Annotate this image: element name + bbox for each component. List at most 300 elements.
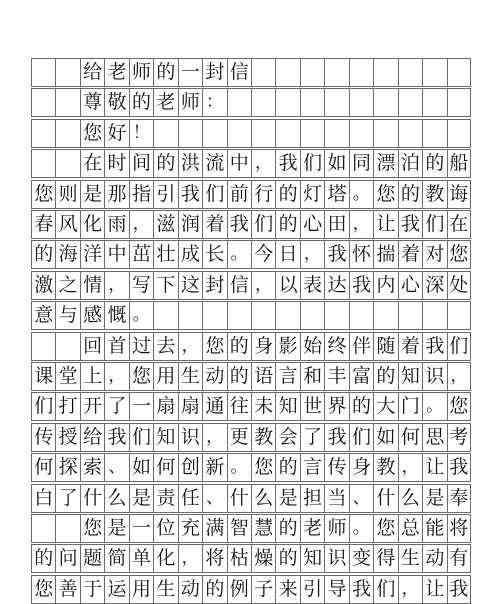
grid-cell: 日 bbox=[275, 241, 299, 268]
grid-cell: 何 bbox=[31, 454, 55, 481]
grid-cell: 担 bbox=[300, 485, 324, 512]
grid-cell: 引 bbox=[300, 576, 324, 603]
grid-cell: 创 bbox=[178, 454, 202, 481]
grid-cell: 们 bbox=[129, 424, 153, 451]
grid-cell: 意 bbox=[31, 302, 55, 329]
grid-cell: ， bbox=[129, 211, 153, 238]
grid-cell: 则 bbox=[55, 181, 79, 208]
grid-cell: 漂 bbox=[373, 150, 397, 177]
grid-cell: 。 bbox=[227, 454, 251, 481]
grid-cell bbox=[202, 120, 226, 147]
grid-cell: 以 bbox=[275, 272, 299, 299]
grid-cell: 这 bbox=[178, 272, 202, 299]
grid-cell: 封 bbox=[202, 272, 226, 299]
grid-cell: 师 bbox=[324, 515, 348, 542]
grid-cell: 什 bbox=[373, 485, 397, 512]
grid-cell bbox=[31, 89, 55, 116]
grid-cell: 那 bbox=[104, 181, 128, 208]
grid-cell: 位 bbox=[153, 515, 177, 542]
grid-cell: ， bbox=[202, 424, 226, 451]
grid-cell: 慧 bbox=[251, 515, 275, 542]
grid-cell: 我 bbox=[324, 241, 348, 268]
grid-cell: 。 bbox=[349, 181, 373, 208]
grid-cell: 始 bbox=[300, 333, 324, 360]
grid-cell: 是 bbox=[80, 181, 104, 208]
grid-cell: 于 bbox=[80, 576, 104, 603]
grid-cell: 题 bbox=[80, 545, 104, 572]
text-row bbox=[31, 453, 471, 482]
grid-cell: 下 bbox=[153, 272, 177, 299]
grid-cell: 灯 bbox=[300, 181, 324, 208]
grid-cell: 洋 bbox=[80, 241, 104, 268]
grid-cell: 简 bbox=[104, 545, 128, 572]
grid-cell: 打 bbox=[55, 393, 79, 420]
grid-cell bbox=[31, 150, 55, 177]
grid-cell: 的 bbox=[227, 363, 251, 390]
grid-cell bbox=[373, 302, 397, 329]
grid-cell bbox=[398, 302, 422, 329]
grid-cell bbox=[55, 333, 79, 360]
text-row bbox=[31, 88, 471, 117]
grid-cell bbox=[398, 120, 422, 147]
grid-cell: 您 bbox=[373, 181, 397, 208]
grid-cell: 何 bbox=[398, 424, 422, 451]
grid-cell: 们 bbox=[422, 211, 446, 238]
grid-cell: 将 bbox=[202, 545, 226, 572]
text-row bbox=[31, 423, 471, 452]
text-row bbox=[31, 240, 471, 269]
grid-cell: 润 bbox=[178, 211, 202, 238]
grid-cell: 行 bbox=[251, 181, 275, 208]
grid-cell: 让 bbox=[422, 576, 446, 603]
grid-cell: 风 bbox=[55, 211, 79, 238]
grid-cell: 生 bbox=[178, 363, 202, 390]
grid-cell bbox=[324, 302, 348, 329]
grid-cell bbox=[251, 120, 275, 147]
grid-cell: 田 bbox=[324, 211, 348, 238]
grid-cell: 言 bbox=[300, 454, 324, 481]
grid-cell: 什 bbox=[80, 485, 104, 512]
grid-cell: 一 bbox=[129, 515, 153, 542]
grid-cell: 首 bbox=[104, 333, 128, 360]
text-row bbox=[31, 119, 471, 148]
grid-cell: 探 bbox=[55, 454, 79, 481]
grid-cell: 善 bbox=[55, 576, 79, 603]
grid-cell: 塔 bbox=[324, 181, 348, 208]
grid-cell: 去 bbox=[153, 333, 177, 360]
grid-cell: 写 bbox=[129, 272, 153, 299]
grid-cell: 动 bbox=[178, 576, 202, 603]
grid-cell: 信 bbox=[227, 59, 251, 86]
grid-cell: 我 bbox=[398, 211, 422, 238]
grid-cell: 的 bbox=[153, 59, 177, 86]
grid-cell bbox=[349, 302, 373, 329]
grid-cell: 教 bbox=[422, 181, 446, 208]
grid-cell: 敬 bbox=[104, 89, 128, 116]
grid-cell: 引 bbox=[153, 181, 177, 208]
grid-cell: 感 bbox=[80, 302, 104, 329]
grid-cell bbox=[275, 89, 299, 116]
grid-cell: 索 bbox=[80, 454, 104, 481]
grid-cell: 一 bbox=[178, 59, 202, 86]
grid-cell: 前 bbox=[227, 181, 251, 208]
grid-cell: 生 bbox=[398, 545, 422, 572]
grid-cell: 们 bbox=[31, 393, 55, 420]
grid-cell: ， bbox=[251, 150, 275, 177]
grid-cell: 们 bbox=[202, 181, 226, 208]
grid-cell: 您 bbox=[31, 576, 55, 603]
grid-cell: 达 bbox=[324, 272, 348, 299]
grid-cell: 诲 bbox=[447, 181, 471, 208]
grid-cell: 是 bbox=[104, 515, 128, 542]
grid-cell: 我 bbox=[275, 150, 299, 177]
grid-cell: 堂 bbox=[55, 363, 79, 390]
grid-cell: 单 bbox=[129, 545, 153, 572]
grid-cell bbox=[227, 120, 251, 147]
grid-cell: 您 bbox=[80, 515, 104, 542]
grid-cell: 您 bbox=[251, 454, 275, 481]
grid-cell: 雨 bbox=[104, 211, 128, 238]
text-row bbox=[31, 544, 471, 573]
grid-cell: 课 bbox=[31, 363, 55, 390]
grid-cell: 您 bbox=[447, 241, 471, 268]
grid-cell: 语 bbox=[251, 363, 275, 390]
grid-cell: 大 bbox=[373, 393, 397, 420]
grid-cell: 我 bbox=[422, 333, 446, 360]
grid-cell: 识 bbox=[422, 363, 446, 390]
grid-cell: ， bbox=[178, 545, 202, 572]
grid-cell: 的 bbox=[422, 150, 446, 177]
grid-cell: ： bbox=[202, 89, 226, 116]
grid-cell: 满 bbox=[202, 515, 226, 542]
grid-cell: 什 bbox=[227, 485, 251, 512]
grid-cell bbox=[55, 150, 79, 177]
grid-cell: 。 bbox=[129, 302, 153, 329]
grid-cell: 的 bbox=[349, 393, 373, 420]
grid-cell: 好 bbox=[104, 120, 128, 147]
text-row bbox=[31, 180, 471, 209]
grid-cell: 着 bbox=[202, 211, 226, 238]
text-row bbox=[31, 484, 471, 513]
grid-cell: 激 bbox=[31, 272, 55, 299]
grid-cell: 的 bbox=[275, 545, 299, 572]
grid-cell: 今 bbox=[251, 241, 275, 268]
grid-cell: 识 bbox=[178, 424, 202, 451]
grid-cell bbox=[422, 120, 446, 147]
grid-cell bbox=[275, 302, 299, 329]
grid-cell: 在 bbox=[80, 150, 104, 177]
grid-cell bbox=[422, 302, 446, 329]
grid-cell: 总 bbox=[398, 515, 422, 542]
grid-cell: 信 bbox=[227, 272, 251, 299]
grid-cell: 对 bbox=[422, 241, 446, 268]
grid-cell: 老 bbox=[153, 89, 177, 116]
grid-cell: 您 bbox=[31, 181, 55, 208]
grid-cell: 么 bbox=[104, 485, 128, 512]
grid-cell: 枯 bbox=[227, 545, 251, 572]
grid-cell: 子 bbox=[251, 576, 275, 603]
grid-cell bbox=[447, 89, 471, 116]
grid-cell: 如 bbox=[324, 150, 348, 177]
grid-cell: 动 bbox=[202, 363, 226, 390]
grid-cell: 茁 bbox=[129, 241, 153, 268]
grid-cell: 着 bbox=[398, 241, 422, 268]
grid-cell: 的 bbox=[275, 211, 299, 238]
text-row bbox=[31, 362, 471, 391]
grid-cell: 奉 bbox=[447, 485, 471, 512]
grid-cell: 责 bbox=[153, 485, 177, 512]
grid-cell: 来 bbox=[275, 576, 299, 603]
grid-cell bbox=[300, 120, 324, 147]
grid-cell: 情 bbox=[80, 272, 104, 299]
grid-cell: 知 bbox=[398, 363, 422, 390]
grid-cell: 您 bbox=[373, 515, 397, 542]
grid-cell bbox=[178, 302, 202, 329]
grid-cell: 新 bbox=[202, 454, 226, 481]
text-row bbox=[31, 514, 471, 543]
grid-cell: 扇 bbox=[178, 393, 202, 420]
grid-cell: 何 bbox=[153, 454, 177, 481]
grid-cell: 春 bbox=[31, 211, 55, 238]
grid-cell: 运 bbox=[104, 576, 128, 603]
grid-cell: 和 bbox=[300, 363, 324, 390]
grid-cell: 在 bbox=[447, 211, 471, 238]
grid-cell: 的 bbox=[275, 515, 299, 542]
grid-cell: 我 bbox=[104, 424, 128, 451]
grid-cell bbox=[251, 59, 275, 86]
grid-cell: ， bbox=[300, 241, 324, 268]
grid-cell bbox=[447, 120, 471, 147]
grid-cell: 授 bbox=[55, 424, 79, 451]
grid-cell: 间 bbox=[129, 150, 153, 177]
grid-cell: 考 bbox=[447, 424, 471, 451]
grid-cell: 用 bbox=[153, 363, 177, 390]
grid-cell bbox=[398, 89, 422, 116]
grid-cell: 随 bbox=[373, 333, 397, 360]
grid-cell: 当 bbox=[324, 485, 348, 512]
grid-cell: ， bbox=[104, 363, 128, 390]
grid-cell: 么 bbox=[251, 485, 275, 512]
grid-cell bbox=[324, 89, 348, 116]
grid-cell: 指 bbox=[129, 181, 153, 208]
grid-cell: 回 bbox=[80, 333, 104, 360]
grid-cell bbox=[300, 89, 324, 116]
grid-cell: 变 bbox=[349, 545, 373, 572]
grid-cell: 知 bbox=[153, 424, 177, 451]
grid-cell: 门 bbox=[398, 393, 422, 420]
grid-cell bbox=[275, 59, 299, 86]
grid-cell: 们 bbox=[447, 333, 471, 360]
grid-cell: 充 bbox=[178, 515, 202, 542]
grid-cell: 。 bbox=[227, 241, 251, 268]
grid-cell: 之 bbox=[55, 272, 79, 299]
grid-cell: 泊 bbox=[398, 150, 422, 177]
grid-cell: 知 bbox=[275, 393, 299, 420]
grid-cell bbox=[31, 333, 55, 360]
grid-cell: 中 bbox=[104, 241, 128, 268]
grid-cell bbox=[227, 89, 251, 116]
grid-cell bbox=[55, 59, 79, 86]
grid-cell: 海 bbox=[55, 241, 79, 268]
grid-cell: 传 bbox=[31, 424, 55, 451]
grid-cell: 。 bbox=[422, 393, 446, 420]
grid-cell: 一 bbox=[129, 393, 153, 420]
grid-cell: 壮 bbox=[153, 241, 177, 268]
grid-cell: 让 bbox=[373, 211, 397, 238]
grid-cell bbox=[422, 89, 446, 116]
grid-cell: 们 bbox=[373, 576, 397, 603]
grid-cell: 了 bbox=[104, 393, 128, 420]
grid-cell: 洪 bbox=[178, 150, 202, 177]
grid-cell: 动 bbox=[422, 545, 446, 572]
grid-cell: 教 bbox=[373, 454, 397, 481]
grid-cell bbox=[55, 515, 79, 542]
grid-cell: 我 bbox=[447, 454, 471, 481]
grid-cell: 滋 bbox=[153, 211, 177, 238]
grid-cell: 将 bbox=[447, 515, 471, 542]
text-row bbox=[31, 392, 471, 421]
grid-cell: 您 bbox=[447, 393, 471, 420]
grid-cell: 有 bbox=[447, 545, 471, 572]
grid-cell bbox=[324, 120, 348, 147]
grid-cell bbox=[202, 302, 226, 329]
grid-cell: 的 bbox=[275, 454, 299, 481]
grid-cell: 师 bbox=[178, 89, 202, 116]
grid-cell bbox=[55, 89, 79, 116]
grid-cell bbox=[324, 59, 348, 86]
grid-cell: 与 bbox=[55, 302, 79, 329]
grid-cell bbox=[349, 120, 373, 147]
grid-cell bbox=[153, 302, 177, 329]
grid-cell: 流 bbox=[202, 150, 226, 177]
grid-cell: 老 bbox=[104, 59, 128, 86]
grid-cell: 。 bbox=[349, 515, 373, 542]
grid-cell: 言 bbox=[275, 363, 299, 390]
grid-cell: 封 bbox=[202, 59, 226, 86]
grid-cell: 我 bbox=[178, 181, 202, 208]
grid-cell bbox=[31, 515, 55, 542]
grid-cell: 影 bbox=[275, 333, 299, 360]
grid-cell: 们 bbox=[300, 150, 324, 177]
grid-cell: ， bbox=[251, 272, 275, 299]
grid-cell: ， bbox=[398, 576, 422, 603]
grid-cell: ， bbox=[104, 272, 128, 299]
grid-cell bbox=[373, 89, 397, 116]
grid-cell bbox=[422, 59, 446, 86]
grid-cell: 成 bbox=[178, 241, 202, 268]
grid-cell: 的 bbox=[227, 333, 251, 360]
grid-cell: 我 bbox=[227, 211, 251, 238]
grid-cell: 燥 bbox=[251, 545, 275, 572]
grid-cell bbox=[227, 302, 251, 329]
grid-cell: 、 bbox=[349, 485, 373, 512]
grid-cell: 教 bbox=[251, 424, 275, 451]
grid-cell: 长 bbox=[202, 241, 226, 268]
grid-cell: 了 bbox=[55, 485, 79, 512]
grid-cell: 导 bbox=[324, 576, 348, 603]
grid-cell bbox=[275, 120, 299, 147]
grid-cell: 识 bbox=[324, 545, 348, 572]
grid-cell: ， bbox=[398, 454, 422, 481]
grid-cell: 是 bbox=[422, 485, 446, 512]
grid-cell: 处 bbox=[447, 272, 471, 299]
grid-cell bbox=[31, 59, 55, 86]
grid-cell: 了 bbox=[300, 424, 324, 451]
grid-cell: 如 bbox=[129, 454, 153, 481]
grid-cell: 内 bbox=[373, 272, 397, 299]
grid-cell: 往 bbox=[227, 393, 251, 420]
grid-cell: 化 bbox=[153, 545, 177, 572]
grid-cell: 时 bbox=[104, 150, 128, 177]
grid-cell: 白 bbox=[31, 485, 55, 512]
grid-cell: 船 bbox=[447, 150, 471, 177]
grid-cell: 界 bbox=[324, 393, 348, 420]
grid-cell: 给 bbox=[80, 59, 104, 86]
grid-cell bbox=[251, 302, 275, 329]
grid-cell: 伴 bbox=[349, 333, 373, 360]
grid-cell: 您 bbox=[80, 120, 104, 147]
grid-cell: 终 bbox=[324, 333, 348, 360]
grid-cell: 世 bbox=[300, 393, 324, 420]
grid-cell: 的 bbox=[373, 363, 397, 390]
grid-cell: 传 bbox=[324, 454, 348, 481]
grid-cell bbox=[447, 302, 471, 329]
grid-cell bbox=[300, 59, 324, 86]
grid-cell bbox=[373, 59, 397, 86]
grid-cell: 身 bbox=[251, 333, 275, 360]
grid-cell: 的 bbox=[31, 545, 55, 572]
grid-cell: 思 bbox=[422, 424, 446, 451]
grid-cell: 通 bbox=[202, 393, 226, 420]
text-row bbox=[31, 301, 471, 330]
grid-cell bbox=[373, 120, 397, 147]
grid-cell: 中 bbox=[227, 150, 251, 177]
grid-cell: 更 bbox=[227, 424, 251, 451]
text-row bbox=[31, 332, 471, 361]
grid-cell: 的 bbox=[398, 181, 422, 208]
grid-cell: 例 bbox=[227, 576, 251, 603]
grid-cell: 表 bbox=[300, 272, 324, 299]
grid-cell: 给 bbox=[80, 424, 104, 451]
grid-cell: 智 bbox=[227, 515, 251, 542]
grid-cell: 生 bbox=[153, 576, 177, 603]
grid-cell: 同 bbox=[349, 150, 373, 177]
grid-cell: 如 bbox=[373, 424, 397, 451]
text-row bbox=[31, 149, 471, 178]
grid-cell: 尊 bbox=[80, 89, 104, 116]
grid-cell: 么 bbox=[398, 485, 422, 512]
grid-cell: 问 bbox=[55, 545, 79, 572]
grid-cell: 让 bbox=[422, 454, 446, 481]
grid-cell: 能 bbox=[422, 515, 446, 542]
grid-cell: ， bbox=[349, 211, 373, 238]
grid-cell: 我 bbox=[349, 576, 373, 603]
grid-cell: 化 bbox=[80, 211, 104, 238]
grid-cell: 任 bbox=[178, 485, 202, 512]
grid-cell: 们 bbox=[251, 211, 275, 238]
text-row bbox=[31, 271, 471, 300]
grid-cell: 慨 bbox=[104, 302, 128, 329]
grid-cell: 们 bbox=[349, 424, 373, 451]
grid-cell: 怀 bbox=[349, 241, 373, 268]
grid-cell: 知 bbox=[300, 545, 324, 572]
grid-cell bbox=[31, 120, 55, 147]
grid-cell: 深 bbox=[422, 272, 446, 299]
grid-cell: 我 bbox=[349, 272, 373, 299]
grid-cell: 是 bbox=[275, 485, 299, 512]
grid-cell: 过 bbox=[129, 333, 153, 360]
grid-cell: 师 bbox=[129, 59, 153, 86]
